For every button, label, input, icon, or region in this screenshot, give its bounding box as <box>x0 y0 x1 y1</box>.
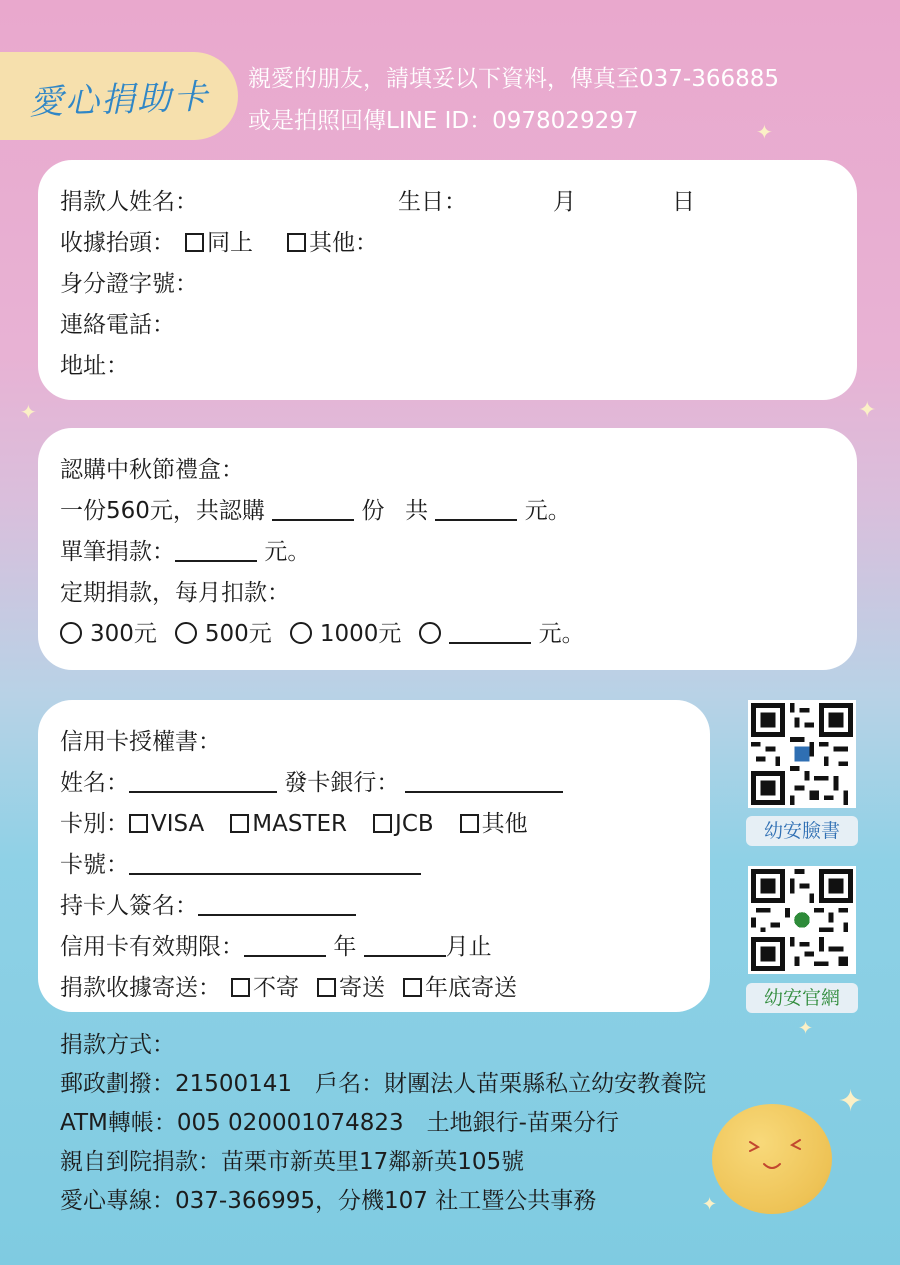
sparkle-icon: ✦ <box>798 1018 814 1039</box>
id-number-label: 身分證字號： <box>60 271 198 297</box>
smiling-moon-icon <box>712 1104 832 1214</box>
intro-line-2: 或是拍照回傳LINE ID：0978029297 <box>248 108 639 134</box>
receipt-title-row <box>60 223 835 264</box>
periodic-options-row <box>60 614 835 655</box>
option-300-label: 300元 <box>90 621 157 647</box>
payment-title: 捐款方式： <box>60 1032 175 1058</box>
gift-total-label: 共 <box>405 498 429 524</box>
title-badge <box>0 52 238 140</box>
expiry-month-label: 月止 <box>445 934 492 960</box>
id-number-row <box>60 264 835 305</box>
single-donation-row <box>60 532 835 573</box>
signature-label: 持卡人簽名： <box>60 893 198 919</box>
donor-info-card <box>38 160 857 400</box>
periodic-donation-label: 定期捐款，每月扣款： <box>60 580 290 606</box>
receipt-title-label: 收據抬頭： <box>60 230 175 256</box>
jcb-checkbox[interactable] <box>373 814 392 833</box>
option-1000-radio[interactable] <box>290 622 312 644</box>
single-yuan-label: 元。 <box>264 539 311 565</box>
address-label: 地址： <box>60 353 129 379</box>
expiry-year-field[interactable] <box>244 933 326 957</box>
facebook-qr-code[interactable] <box>748 700 856 808</box>
option-500-label: 500元 <box>204 621 272 647</box>
sparkle-icon: ✦ <box>20 400 37 424</box>
address-row <box>60 346 835 387</box>
credit-name-row <box>60 763 688 804</box>
payment-methods <box>60 1026 706 1221</box>
hotline-line: 愛心專線：037-366995，分機107 社工暨公共事務 <box>60 1188 597 1214</box>
receipt-same-label: 同上 <box>207 230 253 256</box>
gift-total-field[interactable] <box>435 497 517 521</box>
gift-yuan-label: 元。 <box>524 498 571 524</box>
facebook-qr-label[interactable]: 幼安臉書 <box>746 816 858 846</box>
credit-title: 信用卡授權書： <box>60 729 221 755</box>
mail-label: 寄送 <box>339 975 385 1001</box>
cardholder-name-label: 姓名： <box>60 770 129 796</box>
donor-name-label: 捐款人姓名： <box>60 189 198 215</box>
qr-code-icon <box>751 703 853 805</box>
option-custom-field[interactable] <box>449 620 531 644</box>
sparkle-icon: ✦ <box>858 398 877 423</box>
mail-checkbox[interactable] <box>317 978 336 997</box>
card-type-row <box>60 804 688 845</box>
master-label: MASTER <box>252 811 348 837</box>
donor-name-row <box>60 182 835 223</box>
expiry-month-field[interactable] <box>364 933 446 957</box>
birthday-month-label: 月 <box>553 189 576 215</box>
gift-title: 認購中秋節禮盒： <box>60 457 244 483</box>
master-checkbox[interactable] <box>230 814 249 833</box>
receipt-delivery-label: 捐款收據寄送： <box>60 975 221 1001</box>
other-card-label: 其他 <box>481 811 528 837</box>
receipt-other-label: 其他： <box>309 230 378 256</box>
expiry-row <box>60 927 688 968</box>
receipt-same-checkbox[interactable] <box>185 233 204 252</box>
website-qr-label[interactable]: 幼安官網 <box>746 983 858 1013</box>
gift-unit-label: 份 <box>361 498 385 524</box>
jcb-label: JCB <box>395 811 434 837</box>
single-donation-label: 單筆捐款： <box>60 539 175 565</box>
postal-transfer-line: 郵政劃撥：21500141 戶名：財團法人苗栗縣私立幼安教養院 <box>60 1071 707 1097</box>
phone-row <box>60 305 835 346</box>
signature-row <box>60 886 688 927</box>
expiry-year-label: 年 <box>333 934 357 960</box>
gift-order-row <box>60 491 835 532</box>
visa-label: VISA <box>151 811 205 837</box>
gift-quantity-field[interactable] <box>272 497 354 521</box>
donation-card <box>38 428 857 670</box>
birthday-day-label: 日 <box>672 189 695 215</box>
issuing-bank-field[interactable] <box>405 769 563 793</box>
receipt-delivery-row <box>60 968 688 1009</box>
birthday-label: 生日： <box>398 189 467 215</box>
card-number-row <box>60 845 688 886</box>
option-500-radio[interactable] <box>175 622 197 644</box>
signature-field[interactable] <box>198 892 356 916</box>
expiry-label: 信用卡有效期限： <box>60 934 244 960</box>
year-end-mail-checkbox[interactable] <box>403 978 422 997</box>
intro-line-1: 親愛的朋友，請填妥以下資料，傳真至037-366885 <box>248 66 779 92</box>
year-end-mail-label: 年底寄送 <box>425 975 517 1001</box>
option-custom-radio[interactable] <box>419 622 441 644</box>
issuing-bank-label: 發卡銀行： <box>284 770 400 796</box>
other-card-checkbox[interactable] <box>460 814 479 833</box>
in-person-line: 親自到院捐款：苗栗市新英里17鄰新英105號 <box>60 1149 525 1175</box>
credit-title-row <box>60 722 688 763</box>
credit-card-authorization-card <box>38 700 710 1012</box>
periodic-donation-row <box>60 573 835 614</box>
card-number-label: 卡號： <box>60 852 129 878</box>
moon-face-icon <box>712 1104 832 1214</box>
sparkle-icon: ✦ <box>702 1194 718 1215</box>
phone-label: 連絡電話： <box>60 312 175 338</box>
website-qr-code[interactable] <box>748 866 856 974</box>
intro-text <box>248 58 779 142</box>
gift-title-row <box>60 450 835 491</box>
cardholder-name-field[interactable] <box>129 769 277 793</box>
visa-checkbox[interactable] <box>129 814 148 833</box>
qr-code-icon <box>751 869 853 971</box>
gift-price-label: 一份560元，共認購 <box>60 498 265 524</box>
atm-transfer-line: ATM轉帳：005 020001074823 土地銀行-苗栗分行 <box>60 1110 619 1136</box>
no-mail-label: 不寄 <box>253 975 299 1001</box>
no-mail-checkbox[interactable] <box>231 978 250 997</box>
option-300-radio[interactable] <box>60 622 82 644</box>
card-type-label: 卡別： <box>60 811 129 837</box>
single-donation-field[interactable] <box>175 538 257 562</box>
sparkle-icon: ✦ <box>756 120 773 144</box>
option-1000-label: 1000元 <box>319 621 402 647</box>
option-custom-yuan-label: 元。 <box>538 621 585 647</box>
card-title: 愛心捐助卡 <box>28 76 210 123</box>
card-number-field[interactable] <box>129 851 421 875</box>
receipt-other-checkbox[interactable] <box>287 233 306 252</box>
sparkle-icon: ✦ <box>838 1084 864 1119</box>
